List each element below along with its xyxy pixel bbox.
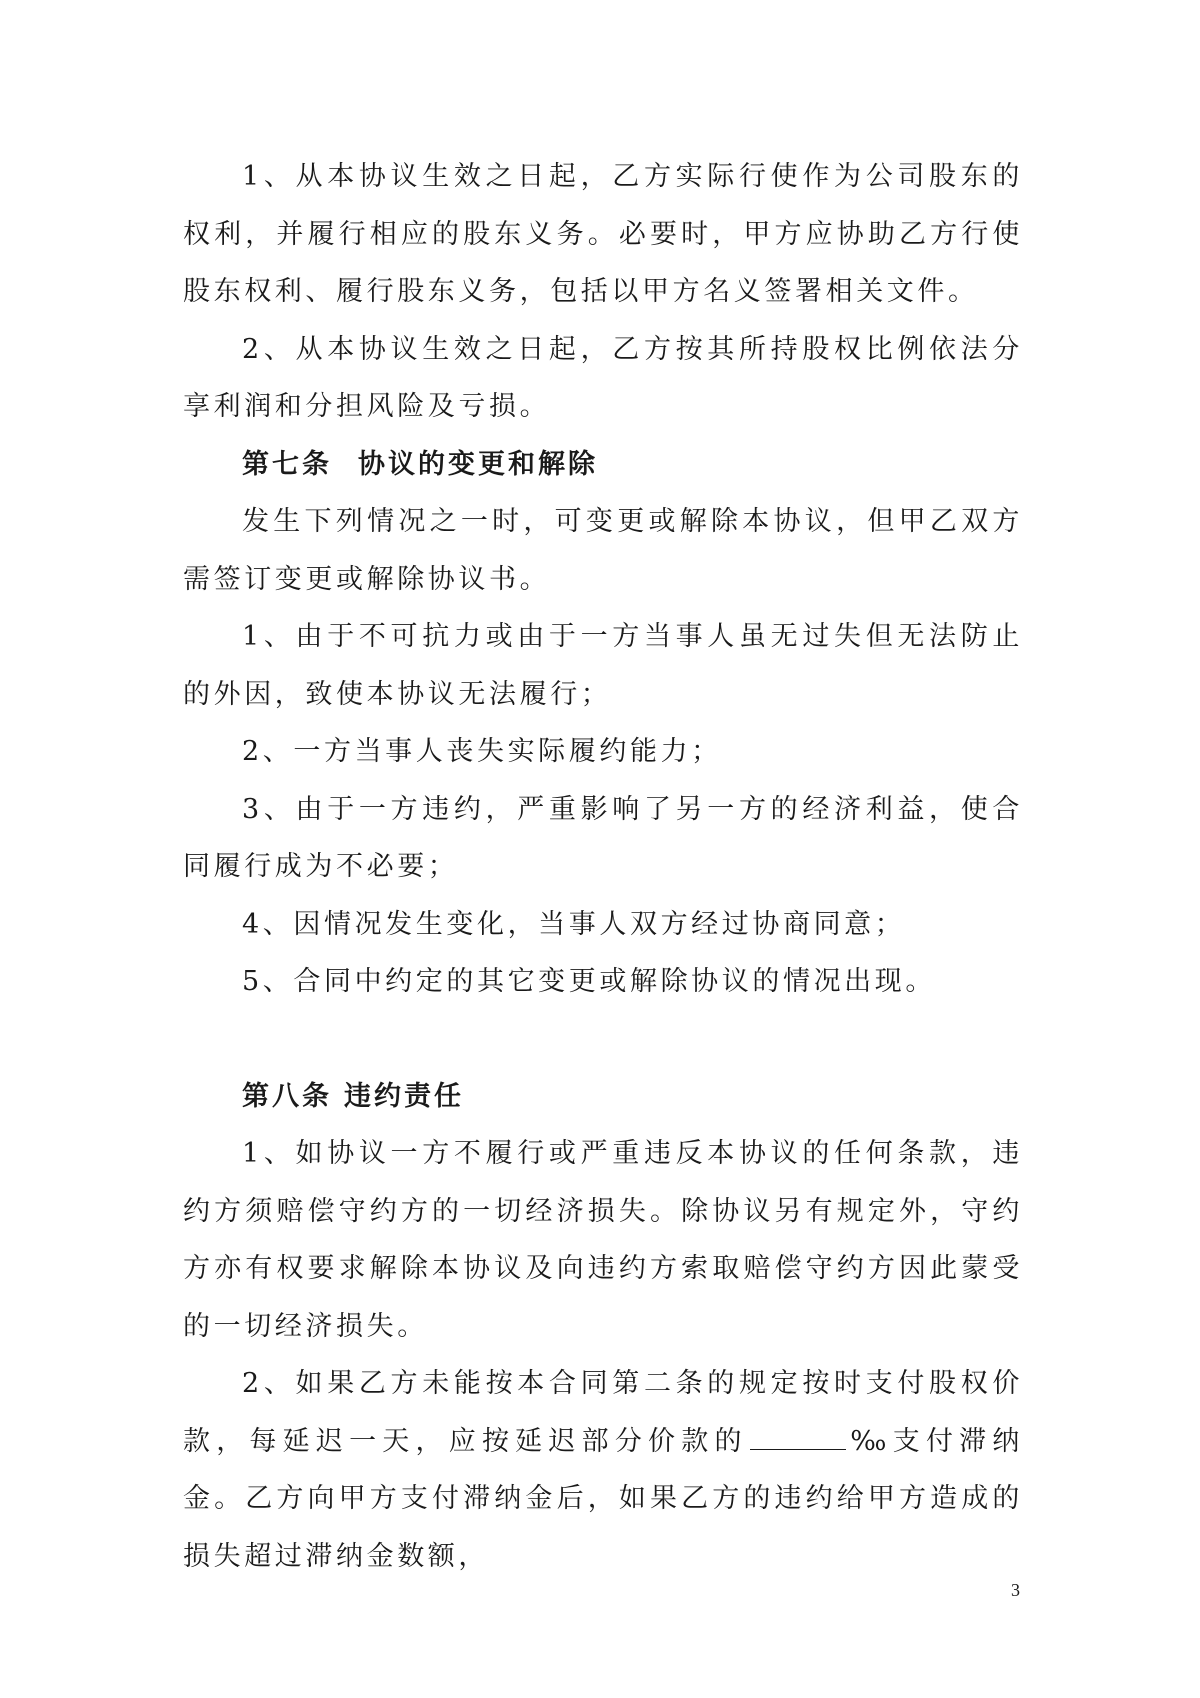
blank-line: [183, 1011, 1023, 1068]
article7-item-5: 5、合同中约定的其它变更或解除协议的情况出现。: [242, 966, 936, 997]
section6-item-1: 1、从本协议生效之日起，乙方实际行使作为公司股东的权利，并履行相应的股东义务。必要时，甲方应协助乙方行使股东权利、履行股东义务，包括以甲方名义签署相关文件。: [183, 161, 1023, 307]
article8-item-2-before-blank: 2、如果乙方未能按本合同第二条的规定按时支付股权价款，每延迟一天，应按延迟部分价款的: [183, 1368, 1023, 1457]
article7-item-3: 3、由于一方违约，严重影响了另一方的经济利益，使合同履行成为不必要；: [183, 793, 1023, 882]
document-body: [183, 148, 1023, 1585]
article8-item-2-after-blank: ‰支付滞纳金。乙方向甲方支付滞纳金后，如果乙方的违约给甲方造成的损失超过滞纳金数额，: [183, 1425, 1023, 1572]
article7-item-4: 4、因情况发生变化，当事人双方经过协商同意；: [242, 908, 906, 940]
article7-number: 第七条: [242, 448, 332, 480]
article7-title: 协议的变更和解除: [358, 448, 598, 480]
article7-intro: 发生下列情况之一时，可变更或解除本协议，但甲乙双方需签订变更或解除协议书。: [183, 506, 1023, 595]
article8-item-1: 1、如协议一方不履行或严重违反本协议的任何条款，违约方须赔偿守约方的一切经济损失。除协议另有规定外，守约方亦有权要求解除本协议及向违约方索取赔偿守约方因此蒙受的一切经济损失。: [183, 1138, 1023, 1342]
article7-heading: [183, 436, 1023, 494]
article7-item-1: 1、由于不可抗力或由于一方当事人虽无过失但无法防止的外因，致使本协议无法履行；: [183, 621, 1023, 710]
article8-item-2: [183, 1355, 1023, 1585]
article7-item-2: 2、一方当事人丧失实际履约能力；: [242, 736, 722, 767]
article8-title: 违约责任: [344, 1080, 464, 1112]
article8-number: 第八条: [242, 1080, 332, 1112]
late-fee-rate-blank: [750, 1427, 846, 1450]
article8-heading: [183, 1068, 1023, 1126]
page-number: 3: [1011, 1580, 1020, 1600]
section6-item-2: 2、从本协议生效之日起，乙方按其所持股权比例依法分享利润和分担风险及亏损。: [183, 333, 1023, 422]
